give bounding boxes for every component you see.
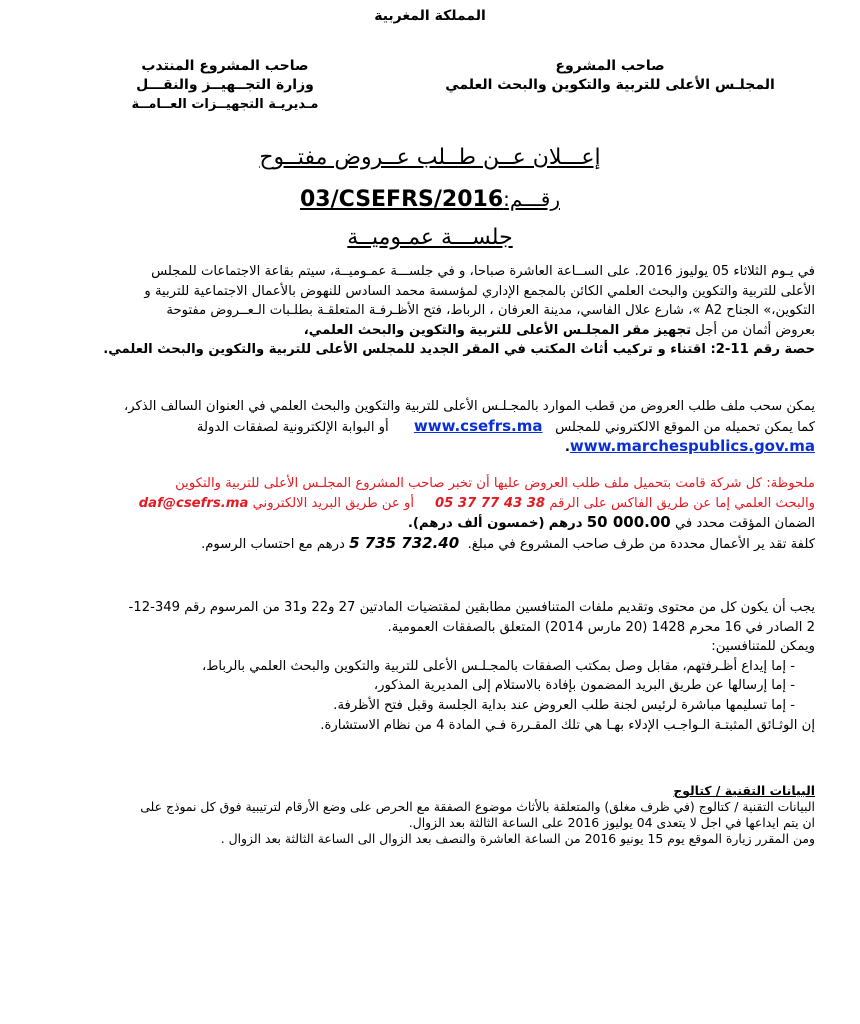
- paragraph-line: البيانات التقنية / كتالوج (في ظرف مغلق) والمتعلقة بالأثاث موضوع الصفقة مع الحرص على وضع الأرقام لترتيبية فوق كل نموذج على: [140, 799, 815, 814]
- estimate-line: [30, 534, 815, 555]
- paragraph-line: [30, 321, 815, 341]
- paragraph-line: 2 الصادر في 16 محرم 1428 (20 مارس 2014) المتعلق بالصفقات العمومية.: [387, 619, 815, 635]
- delegated-owner-block: [95, 57, 355, 114]
- fax-number: 05 37 77 43 38: [434, 495, 546, 511]
- paragraph-line: يمكن سحب ملف طلب العروض من قطب الموارد بالمجـلـس الأعلى للتربية والتكوين والبحث العلمي في العنوان السالف الذكر،: [123, 399, 815, 414]
- estimate-amount: 5 735 732.40: [349, 533, 460, 552]
- paragraph-submission: [30, 598, 815, 735]
- paragraph-line: ويمكن للمتنافسين:: [711, 639, 815, 655]
- directorate-name: مـديريـة التجهيــزات العــامــة: [131, 97, 319, 112]
- bullet-item: - إما تسليمها مباشرة لرئيس لجنة طلب العروض عند بداية الجلسة وقبل فتح الأظرفة.: [333, 697, 795, 713]
- text: والبحث العلمي إما عن طريق الفاكس على الرقم: [549, 495, 815, 511]
- ministry-name: وزارة التجــهيــز والنقـــل: [136, 77, 314, 93]
- session-title: جلســـة عمـوميــة: [347, 225, 513, 250]
- project-owner-label: صاحب المشروع: [555, 58, 665, 74]
- bullet-item: - إما إيداع أظـرفتهم، مقابل وصل بمكتب الصفقات بالمجـلـس الأعلى للتربية والتكوين والبحث العلمي بالرباط،: [201, 658, 795, 674]
- marchespublics-link[interactable]: www.marchespublics.gov.ma: [569, 437, 815, 456]
- delegated-owner-label: صاحب المشروع المنتدب: [141, 58, 309, 74]
- paragraph-line: [30, 417, 815, 438]
- note-line: [30, 494, 815, 514]
- project-owner-name: المجلـس الأعلى للتربية والتكوين والبحث العلمي: [445, 77, 775, 93]
- note-block: [30, 474, 815, 554]
- paragraph-line: ان يتم ايداعها في اجل لا يتعدى 04 يوليوز 2016 على الساعة الثالثة بعد الزوال.: [408, 815, 815, 830]
- email-address[interactable]: daf@csefrs.ma: [138, 495, 249, 511]
- paragraph-line: [30, 437, 815, 458]
- paragraph-line: الأعلى للتربية والتكوين والبحث العلمي الكائن بالمجمع الإداري لمؤسسة محمد السادس للنهوض بالأعمال الاجتماعية للتربية و: [144, 283, 815, 299]
- text: .: [564, 440, 570, 456]
- paragraph-line: التكوين،» الجناح A2 »، شارع علال الفاسي، مدينة العرفان ، الرباط، فتح الأظـرفـة المتعلقـة بطلـبات الـعــروض مفتوحة: [166, 303, 815, 319]
- paragraph-opening: [30, 262, 815, 360]
- text: أو عن طريق البريد الالكتروني: [252, 495, 415, 511]
- text: درهم: [548, 516, 583, 532]
- paragraph-download: [30, 397, 815, 458]
- lot-line: حصة رقم 11-2: اقتناء و تركيب أثاث المكتب في المقر الجديد للمجلس الأعلى للتربية والتكوين والبحث العلمي.: [103, 342, 815, 358]
- technical-section: [30, 783, 815, 847]
- text: أو البوابة الإلكترونية لصفقات الدولة: [196, 419, 389, 435]
- text: بعروض أثمان من أجل: [691, 322, 815, 338]
- text: كما يمكن تحميله من الموقع الالكتروني للمجلس: [555, 419, 815, 435]
- amount-words: (خمسون ألف درهم).: [407, 516, 545, 532]
- guarantee-amount: 50 000.00: [586, 513, 671, 532]
- guarantee-line: [30, 513, 815, 534]
- csefrs-link[interactable]: www.csefrs.ma: [413, 416, 543, 435]
- tender-number: [0, 187, 860, 212]
- note-line: ملحوظة: كل شركة قامت بتحميل ملف طلب العروض عليها أن تخبر صاحب المشروع المجلـس الأعلى للتربية والتكوين: [175, 476, 815, 491]
- kingdom-heading: المملكة المغربية: [374, 8, 486, 24]
- paragraph-line: إن الوثـائق المثبتـة الـواجـب الإدلاء بهـا هي تلك المقـررة فـي المادة 4 من نظام الاستشارة.: [320, 717, 815, 733]
- paragraph-line: يجب أن يكون كل من محتوى وتقديم ملفات المتنافسين مطابقين لمقتضيات المادتين 27 و22 و31 من المرسوم رقم 349-12-: [128, 600, 815, 615]
- object-text: تجهيز مقر المجلـس الأعلى للتربية والتكوين والبحث العلمي،: [303, 322, 692, 338]
- technical-heading: البيانات التقنية / كتالوج: [673, 783, 815, 798]
- bullet-item: - إما إرسالها عن طريق البريد المضمون بإفادة بالاستلام إلى المديرية المذكور،: [373, 678, 795, 694]
- number-label: رقـــم:: [503, 187, 560, 211]
- paragraph-line: في يـوم الثلاثاء 05 يوليوز 2016. على الســاعة العاشرة صباحا، و في جلســـة عمـوميــة، سيتم بقاعة الاجتماعات للمجلس: [151, 264, 815, 279]
- text: كلفة تقد ير الأعمال محددة من طرف صاحب المشروع في مبلغ.: [467, 536, 815, 552]
- announcement-title: إعـــلان عــن طــلب عــروض مفتــوح: [259, 145, 601, 170]
- text: درهم مع احتساب الرسوم.: [201, 536, 345, 552]
- number-value: 03/CSEFRS/2016: [299, 187, 504, 212]
- paragraph-line: ومن المقرر زيارة الموقع يوم 15 يونيو 2016 من الساعة العاشرة والنصف بعد الزوال الى الساعة الثالثة بعد الزوال .: [220, 831, 815, 846]
- project-owner-block: [430, 57, 790, 95]
- text: الضمان المؤقت محدد في: [674, 516, 815, 532]
